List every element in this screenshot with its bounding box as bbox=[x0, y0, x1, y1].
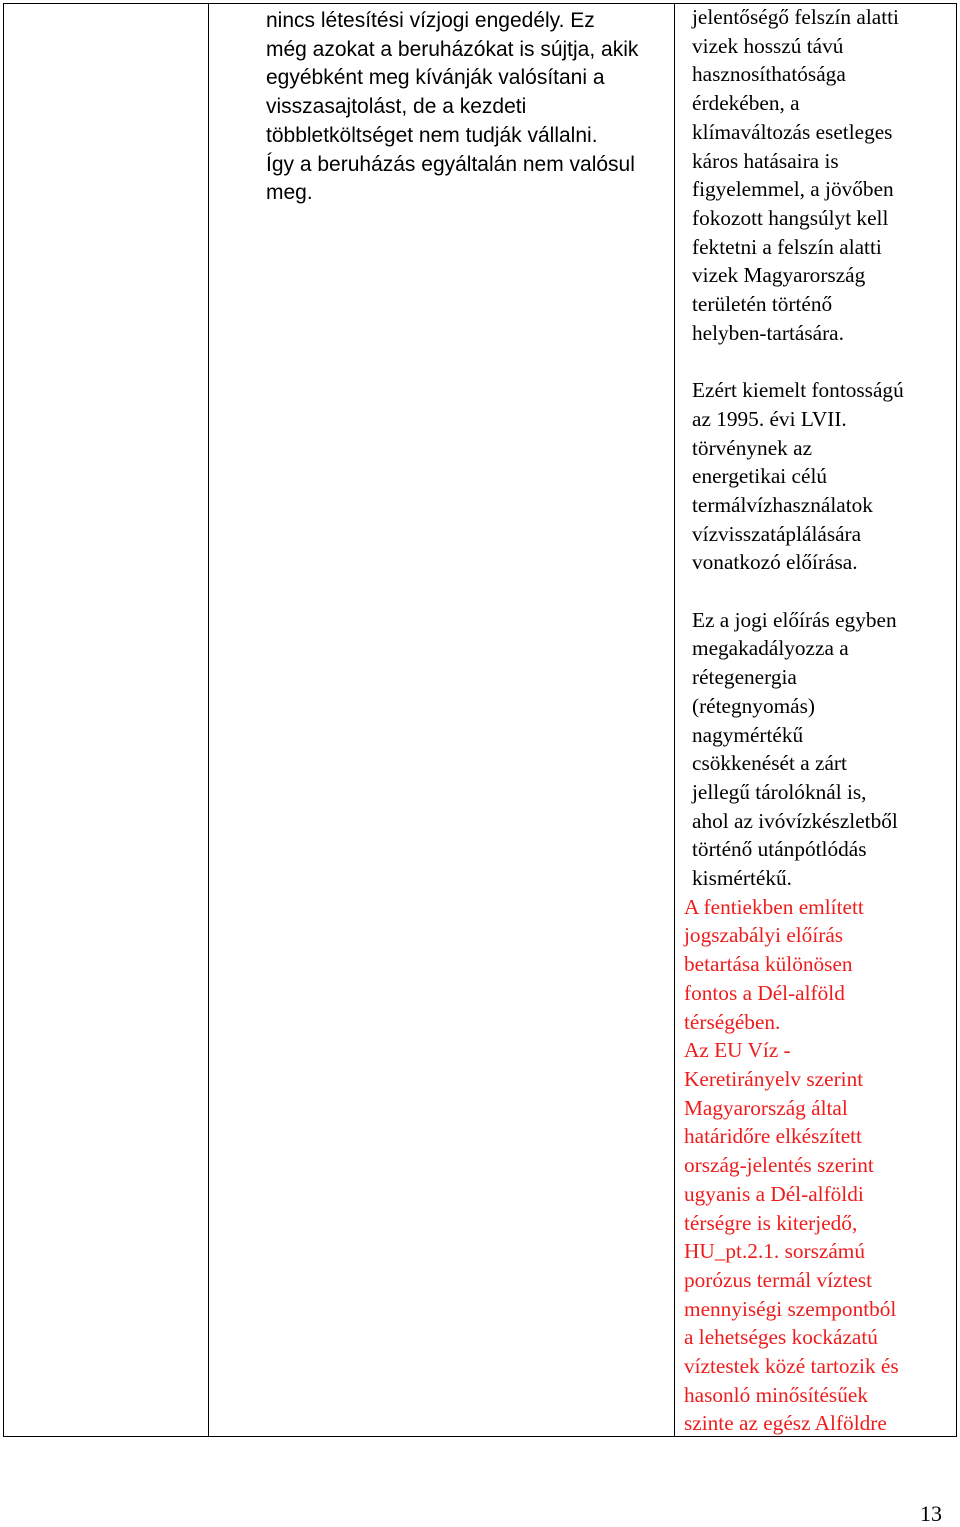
paragraph-3 bbox=[692, 606, 954, 893]
text-line: egyébként meg kívánják valósítani a bbox=[266, 66, 605, 90]
text-line: energetikai célú bbox=[692, 464, 828, 489]
red-text-line: jogszabályi előírás bbox=[684, 923, 844, 948]
text-line: érdekében, a bbox=[692, 91, 800, 116]
text-line: visszasajtolást, de a kezdeti bbox=[266, 95, 527, 119]
red-text-line: HU_pt.2.1. sorszámú bbox=[684, 1239, 866, 1264]
text-line: Így a beruházás egyáltalán nem valósul bbox=[266, 152, 635, 176]
text-line: Ezért kiemelt fontosságú bbox=[692, 378, 904, 403]
red-text-line: mennyiségi szempontból bbox=[684, 1296, 897, 1321]
text-line: nincs létesítési vízjogi engedély. Ez bbox=[266, 9, 595, 32]
text-line: vizek hosszú távú bbox=[692, 33, 844, 58]
text-line: termálvízhasználatok bbox=[692, 492, 873, 517]
text-line: klímaváltozás esetleges bbox=[692, 119, 893, 144]
red-text-line: fontos a Dél-alföld bbox=[684, 980, 845, 1005]
paragraph-2 bbox=[692, 376, 954, 577]
text-line: ahol az ivóvízkészletből bbox=[692, 808, 898, 833]
text-line: megakadályozza a bbox=[692, 636, 849, 661]
column-divider-1 bbox=[208, 4, 209, 1436]
table-cell-col2 bbox=[266, 7, 666, 208]
column-divider-2 bbox=[674, 4, 675, 1436]
red-text-line: térségre is kiterjedő, bbox=[684, 1210, 858, 1235]
text-line: hasznosíthatósága bbox=[692, 62, 846, 87]
text-line: vonatkozó előírása. bbox=[692, 550, 858, 575]
red-text-line: ország-jelentés szerint bbox=[684, 1153, 874, 1178]
red-text-line: Az EU Víz - bbox=[684, 1038, 791, 1063]
red-text-line: Keretirányelv szerint bbox=[684, 1066, 864, 1091]
red-text-line: betartása különösen bbox=[684, 952, 853, 977]
text-line: fokozott hangsúlyt kell bbox=[692, 205, 889, 230]
paragraph-1 bbox=[692, 3, 954, 347]
text-line: Ez a jogi előírás egyben bbox=[692, 607, 897, 632]
text-line: vízvisszatáplálására bbox=[692, 521, 862, 546]
red-text-line: térségében. bbox=[684, 1009, 781, 1034]
red-text-line: porózus termál víztest bbox=[684, 1267, 873, 1292]
text-line: kismértékű. bbox=[692, 866, 792, 891]
text-line: rétegenergia bbox=[692, 665, 797, 690]
red-text-line: Magyarország által bbox=[684, 1095, 848, 1120]
text-line: területén történő bbox=[692, 292, 833, 317]
table-cell-col3 bbox=[684, 3, 954, 1438]
text-line: jellegű tárolóknál is, bbox=[692, 779, 867, 804]
red-text-line: víztestek közé tartozik és bbox=[684, 1354, 899, 1379]
red-text-line: ugyanis a Dél-alföldi bbox=[684, 1181, 864, 1206]
text-line: meg. bbox=[266, 181, 313, 205]
red-paragraph bbox=[684, 893, 954, 1438]
text-line: (rétegnyomás) bbox=[692, 693, 815, 718]
text-line: törvénynek az bbox=[692, 435, 813, 460]
text-line: többletköltséget nem tudják vállalni. bbox=[266, 123, 598, 147]
text-line: még azokat a beruházókat is sújtja, akik bbox=[266, 37, 639, 61]
text-line: az 1995. évi LVII. bbox=[692, 406, 847, 431]
text-line: csökkenését a zárt bbox=[692, 751, 847, 776]
red-text-line: szinte az egész Alföldre bbox=[684, 1411, 887, 1436]
text-line: nagymértékű bbox=[692, 722, 804, 747]
text-line: fektetni a felszín alatti bbox=[692, 234, 882, 259]
text-line: történő utánpótlódás bbox=[692, 837, 867, 862]
red-text-line: A fentiekben említett bbox=[684, 894, 864, 919]
red-text-line: határidőre elkészített bbox=[684, 1124, 862, 1149]
text-line: helyben-tartására. bbox=[692, 320, 844, 345]
red-text-line: a lehetséges kockázatú bbox=[684, 1325, 878, 1350]
page-number: 13 bbox=[920, 1501, 942, 1526]
text-line: káros hatásaira is bbox=[692, 148, 839, 173]
text-line: vizek Magyarország bbox=[692, 263, 866, 288]
text-line: jelentőségő felszín alatti bbox=[692, 5, 899, 29]
red-text-line: hasonló minősítésűek bbox=[684, 1382, 868, 1407]
text-line: figyelemmel, a jövőben bbox=[692, 177, 894, 202]
